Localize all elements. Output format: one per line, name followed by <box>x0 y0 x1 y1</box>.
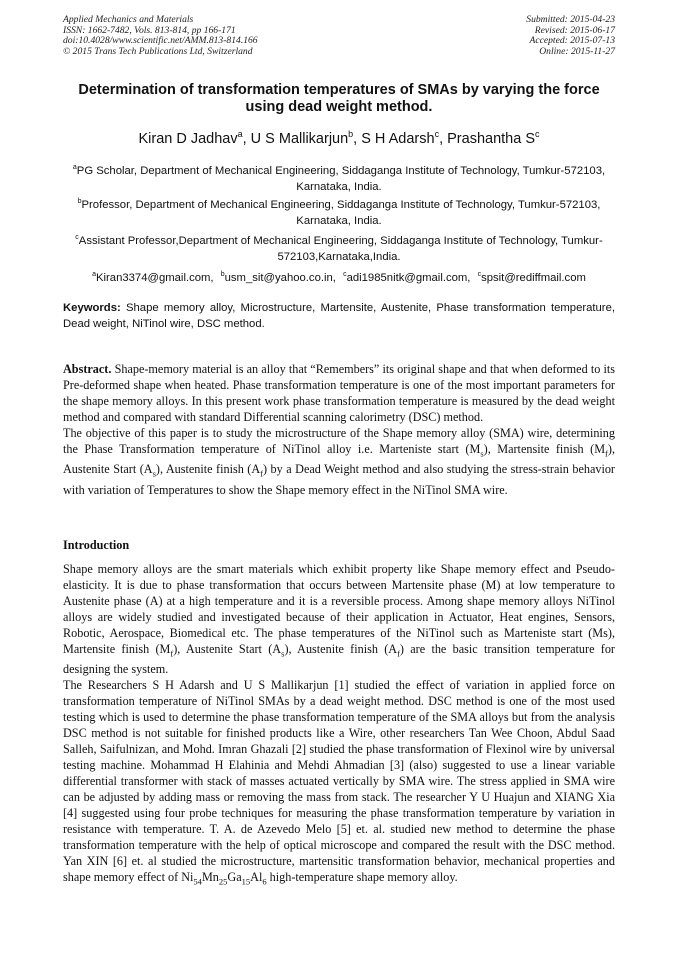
abstract <box>63 361 615 498</box>
journal-name: Applied Mechanics and Materials <box>63 14 194 25</box>
keywords-text: Shape memory alloy, Microstructure, Martensite, Austenite, Phase transformation temperature, Dead weight, NiTinol wire, DSC method. <box>63 302 615 330</box>
affiliation-text: Professor, Department of Mechanical Engineering, Siddaganga Institute of Technology, Tumkur-572103, Karnataka, India. <box>81 198 601 227</box>
keywords <box>63 300 615 332</box>
affiliation-text: Assistant Professor,Department of Mechanical Engineering, Siddaganga Institute of Technology, Tumkur- 572103,Karnataka,India. <box>78 234 603 263</box>
element-symbol: Mn <box>201 870 219 885</box>
introduction-body <box>63 561 615 890</box>
text-run: ) are the basic transition temperature for designing the system. <box>63 642 615 677</box>
subscript: 54 <box>193 876 202 887</box>
subscript: 6 <box>262 876 267 887</box>
text-run: ), Austenite Start (A <box>173 642 282 656</box>
date-accepted: Accepted: 2015-07-13 <box>529 35 615 47</box>
subscript: f <box>605 448 608 459</box>
subscript: 25 <box>218 876 228 887</box>
date-revised: Revised: 2015-06-17 <box>534 24 615 36</box>
author-sup: c <box>434 129 440 139</box>
author-name: U S Mallikarjun <box>250 130 349 147</box>
email-link[interactable]: spsit@rediffmail.com <box>481 271 586 284</box>
subscript: s <box>281 648 285 659</box>
abstract-paragraph-1 <box>63 361 615 425</box>
author-name: S H Adarsh <box>361 130 435 147</box>
subscript: 15 <box>241 876 251 887</box>
text-run: The objective of this paper is to study the microstructure of the Shape memory alloy (SMA) wire, determining the Phase Transformation temperature of NiTinol alloy i.e. Marteniste start (M <box>63 426 615 456</box>
abstract-paragraph-2 <box>63 425 615 498</box>
introduction-paragraph-2 <box>63 677 615 889</box>
element-symbol: Al <box>250 870 263 885</box>
element-symbol: Ga <box>227 870 242 885</box>
journal-issn: ISSN: 1662-7482, Vols. 813-814, pp 166-171 <box>63 24 236 36</box>
subscript: f <box>170 648 174 659</box>
author-list: Kiran D Jadhav$^a$, U S Mallikarjun$^b$, S H Adarsh$^c$, Prashantha $S^c$ <box>138 129 540 147</box>
text-run: high-temperature shape memory alloy. <box>266 870 458 885</box>
text-run: ) by a Dead Weight method and also studying the stress-strain behavior with variation of Temperatures to show the Shape memory effect in the NiTinol SMA wire. <box>63 462 615 497</box>
email-list <box>63 267 615 286</box>
subscript: s <box>480 448 484 459</box>
author-sup: c <box>535 129 540 139</box>
text-run: Shape memory alloys are the smart materials which exhibit property like Shape memory effect and Pseudo-elasticity. It is due to phase transformation that occurs between Martensite phase (M) at low temperature to Austenite phase (A) at a high temperature and it is a reversible process. Among shape memory alloys NiTinol alloys are widely studied and investigated because of their application in Actuator, Heat engines, Sensors, Robotic, Aerospace, Biomedical etc. The phase temperatures of the NiTinol such as Marteniste start (Ms), Martensite finish (M <box>63 562 615 656</box>
text-run: ), Austenite Start (A <box>63 442 615 477</box>
date-submitted: Submitted: 2015-04-23 <box>526 14 615 25</box>
subscript: f <box>260 468 263 479</box>
email-link[interactable]: usm_sit@yahoo.co.in, <box>224 271 336 284</box>
keywords-label: Keywords: <box>63 302 121 314</box>
paper-title: Determination of transformation temperatures of SMAs by varying the force using dead weight method. <box>78 82 600 115</box>
subscript: s <box>152 468 156 479</box>
abstract-text: Shape-memory material is an alloy that “Remembers” its original shape and that when deformed to its Pre-deformed shape when heated. Phase transformation temperature is one of the most important parameters for the shape memory alloys. In this present work phase transformation temperature is measured by the dead weight method and compared with standard Differential scanning calorimetry (DSC) method. <box>63 362 616 424</box>
introduction-paragraph-1 <box>63 561 615 677</box>
text-run: The Researchers S H Adarsh and U S Mallikarjun [1] studied the effect of variation in applied force on transformation temperature of NiTinol SMAs by a dead weight method. DSC method is one of the most used testing which is used to determine the phase transformation temperature of the SMA alloys but from the analysis DSC method is not suitable for finished products like a Wire, other researchers Tan Wee Choon, Abdul Saad Salleh, Saifulnizan, and Mohd. Imran Ghazali [2] studied the phase transformation of Flexinol wire by universal testing machine. Mohammad H Elahinia and Mehdi Ahmadian [3] (also) suggested to use a linear variable differential transformer with stack of masses actuated vertically by SMA wire. The stress applied in SMA wire can be adjusted by adding mass or removing the mass from stack. The researcher Y U Huajun and XIANG Xia [4] suggested using four probe techniques for measuring the phase transformation temperature by variation in resistance with temperature. T. A. de Azevedo Melo [5] et. al. studied new method to determine the phase transformation temperature with the help of optical microscope and compared the result with the DSC method. Yan XIN [6] et. al studied the microstructure, martensitic transformation behavior, mechanical properties and shape memory effect of Ni <box>63 678 615 885</box>
affiliation-sup: c <box>75 234 79 241</box>
affiliation-text: PG Scholar, Department of Mechanical Engineering, Siddaganga Institute of Technology, Tumkur-572103, Karnataka, India. <box>76 164 606 193</box>
author-sup: b <box>348 129 354 139</box>
email-link[interactable]: adi1985nitk@gmail.com, <box>346 271 471 284</box>
affiliation-sup: b <box>77 198 82 205</box>
author-name: Kiran D Jadhav <box>138 130 238 147</box>
text-run: ), Austenite finish (A <box>155 462 261 477</box>
journal-copyright: © 2015 Trans Tech Publications Ltd, Switzerland <box>63 45 253 57</box>
abstract-label: Abstract. <box>63 362 112 376</box>
affiliation-sup: a <box>72 164 77 171</box>
email-sup: b <box>220 271 225 278</box>
text-run: ), Austenite finish (A <box>284 642 398 656</box>
subscript: f <box>397 648 400 659</box>
affiliation-c <box>63 230 615 265</box>
journal-doi: doi:10.4028/www.scientific.net/AMM.813-814.166 <box>63 35 258 47</box>
email-sup: c <box>343 271 347 278</box>
submission-dates <box>526 15 615 57</box>
email-sup: c <box>477 271 482 278</box>
email-sup: a <box>92 271 96 278</box>
journal-info <box>63 15 258 57</box>
affiliation-b <box>63 194 615 229</box>
author-name: Prashantha S <box>447 130 536 147</box>
date-online: Online: 2015-11-27 <box>539 45 615 57</box>
text-run: ), Martensite finish (M <box>483 442 606 456</box>
author-sup: a <box>237 129 243 139</box>
email-link[interactable]: Kiran3374@gmail.com, <box>95 271 214 284</box>
affiliation-a <box>63 160 615 195</box>
section-heading-introduction: Introduction <box>63 538 130 552</box>
